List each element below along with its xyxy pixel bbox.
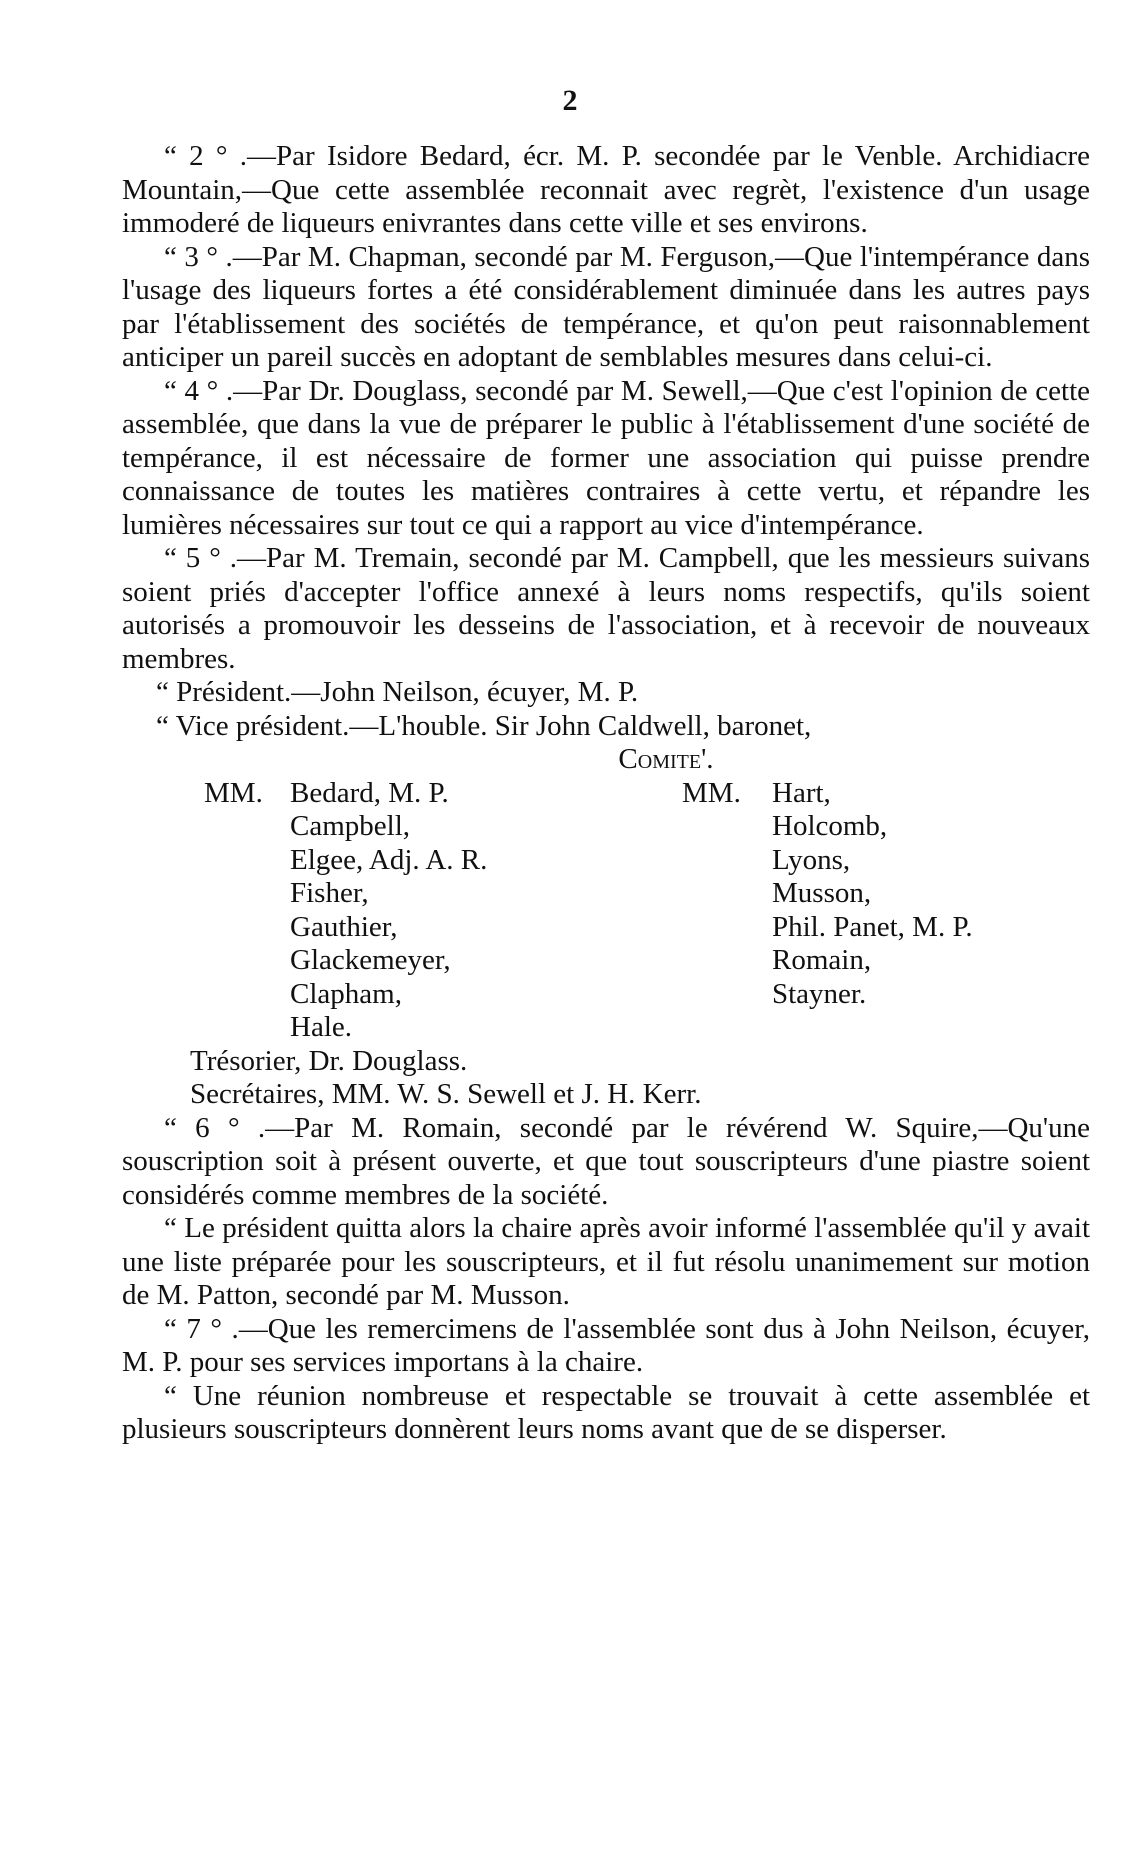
committee-member: Bedard, M. P.: [290, 776, 449, 809]
resolution-7: “ 7 ° .—Que les remercimens de l'assemblée sont dus à John Neilson, écuyer, M. P. pour ses services importans à la chaire.: [122, 1312, 1090, 1378]
committee-member: Clapham,: [290, 977, 402, 1010]
committee-member: Romain,: [772, 944, 872, 976]
committee-member: Musson,: [772, 877, 872, 909]
vice-president-line: “ Vice président.—L'houble. Sir John Caldwell, baronet,: [156, 709, 812, 742]
committee-member: Stayner.: [772, 977, 867, 1010]
resolution-4: “ 4 ° .—Par Dr. Douglass, secondé par M. Sewell,—Que c'est l'opinion de cette assemblée, que dans la vue de préparer le public à l'établissement d'une société de tempérance, il est nécessaire de former une association qui puisse prendre connaissance de toutes les matières contraires à cette vertu, et répandre les lumières nécessaires sur tout ce qui a rapport au vice d'intempérance.: [122, 374, 1090, 541]
president-line: “ Président.—John Neilson, écuyer, M. P.: [156, 676, 639, 708]
secretaries-line: Secrétaires, MM. W. S. Sewell et J. H. Kerr.: [190, 1078, 702, 1110]
committee-member: Hart,: [772, 776, 831, 809]
closing-paragraph: “ Le président quitta alors la chaire après avoir informé l'assemblée qu'il y avait une liste préparée pour les souscripteurs, et il fut résolu unanimement sur motion de M. Patton, secondé par M. Musson.: [122, 1212, 1090, 1311]
resolution-6: “ 6 ° .—Par M. Romain, secondé par le révérend W. Squire,—Qu'une souscription soit à présent ouverte, et que tout souscripteurs d'une piastre soient considérés comme membres de la société.: [122, 1111, 1090, 1211]
committee-prefix-left: MM.: [204, 776, 263, 809]
committee-member: Holcomb,: [772, 810, 888, 842]
committee-heading: Comite'.: [618, 743, 714, 775]
committee-list: [122, 777, 1090, 1045]
committee-member: Fisher,: [290, 877, 369, 909]
committee-member: Lyons,: [772, 843, 851, 876]
committee-prefix-right: MM.: [682, 776, 741, 809]
page-number: 2: [562, 84, 578, 117]
page-body: [122, 140, 1090, 1447]
committee-column-right: [682, 777, 1090, 1045]
committee-member: Phil. Panet, M. P.: [772, 910, 973, 943]
final-paragraph: “ Une réunion nombreuse et respectable se trouvait à cette assemblée et plusieurs souscripteurs donnèrent leurs noms avant que de se disperser.: [122, 1379, 1090, 1445]
committee-member: Campbell,: [290, 810, 411, 842]
treasurer-line: Trésorier, Dr. Douglass.: [190, 1044, 468, 1077]
resolution-5: “ 5 ° .—Par M. Tremain, secondé par M. Campbell, que les messieurs suivans soient priés d'accepter l'office annexé à leurs noms respectifs, qu'ils soient autorisés a promouvoir les desseins de l'association, et à recevoir de nouveaux membres.: [122, 542, 1090, 675]
resolution-2: “ 2 ° .—Par Isidore Bedard, écr. M. P. secondée par le Venble. Archidiacre Mountain,—Que cette assemblée reconnait avec regrèt, l'existence d'un usage immoderé de liqueurs enivrantes dans cette ville et ses environs.: [122, 140, 1090, 239]
committee-member: Hale.: [290, 1011, 352, 1043]
committee-member: Gauthier,: [290, 910, 398, 943]
committee-column-left: [122, 777, 682, 1045]
committee-member: Elgee, Adj. A. R.: [290, 843, 488, 876]
resolution-3: “ 3 ° .—Par M. Chapman, secondé par M. Ferguson,—Que l'intempérance dans l'usage des liqueurs fortes a été considérablement diminuée dans les autres pays par l'établissement des sociétés de tempérance, et qu'on peut raisonnablement anticiper un pareil succès en adoptant de semblables mesures dans celui-ci.: [122, 240, 1090, 373]
committee-member: Glackemeyer,: [290, 944, 451, 976]
